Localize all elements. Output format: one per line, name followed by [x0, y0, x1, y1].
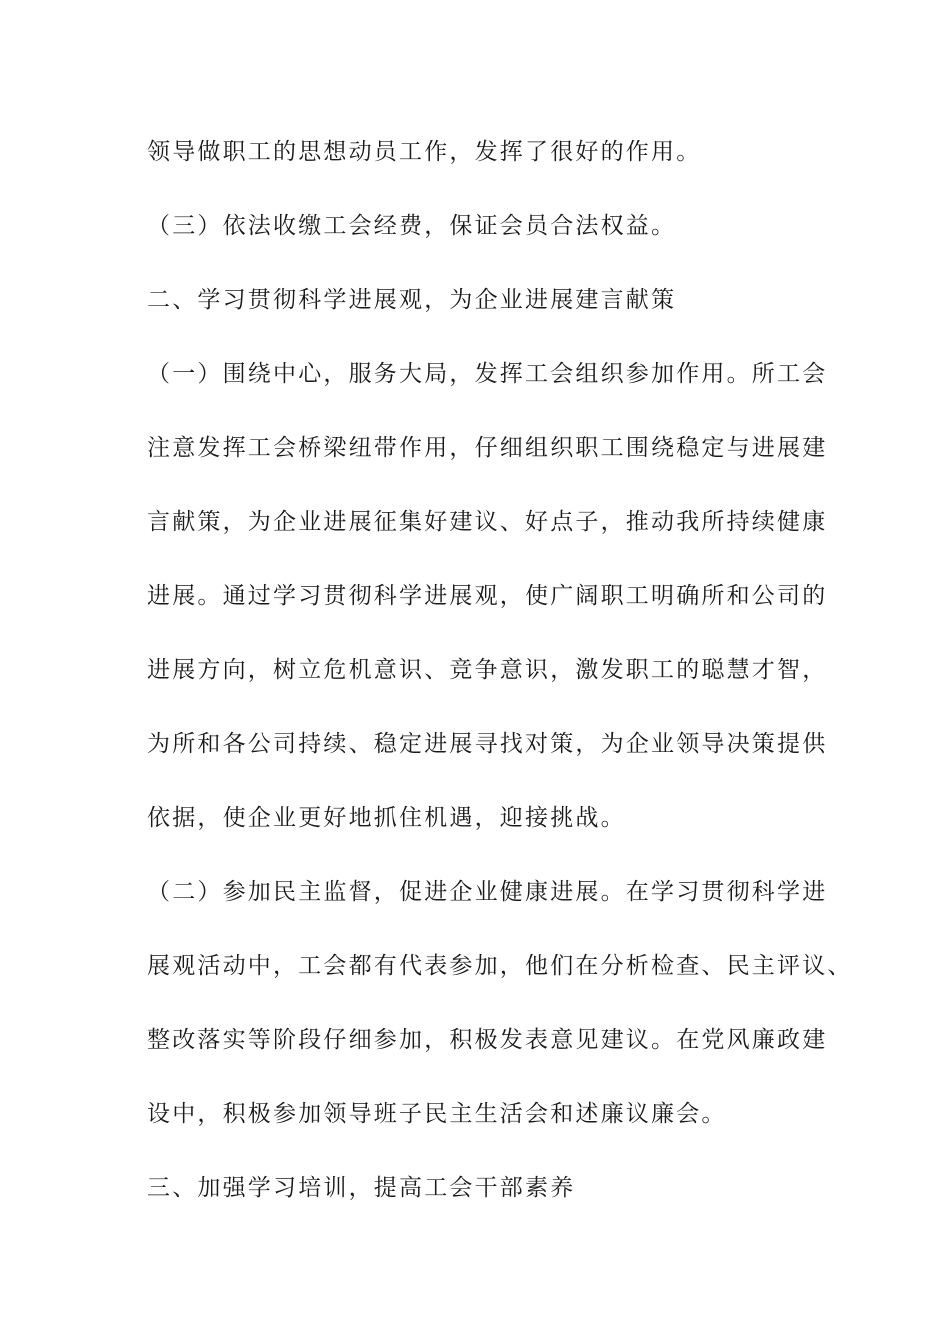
paragraph-line: （二）参加民主监督，促进企业健康进展。在学习贯彻科学进 [147, 879, 828, 905]
paragraph-line: （一）围绕中心，服务大局，发挥工会组织参加作用。所工会 [147, 361, 828, 387]
paragraph-line: 注意发挥工会桥梁纽带作用，仔细组织职工围绕稳定与进展建 [147, 435, 828, 461]
section-heading: 二、学习贯彻科学进展观，为企业进展建言献策 [147, 287, 677, 313]
paragraph-line: 为所和各公司持续、稳定进展寻找对策，为企业领导决策提供 [147, 731, 828, 757]
paragraph-line: 进展方向，树立危机意识、竞争意识，激发职工的聪慧才智， [147, 657, 828, 683]
section-heading: 三、加强学习培训，提高工会干部素养 [147, 1175, 576, 1201]
paragraph-line: 进展。通过学习贯彻科学进展观，使广阔职工明确所和公司的 [147, 583, 828, 609]
paragraph-line: 展观活动中，工会都有代表参加，他们在分析检查、民主评议、 [147, 953, 853, 979]
paragraph-line: 设中，积极参加领导班子民主生活会和述廉议廉会。 [147, 1101, 727, 1127]
paragraph-line: 言献策，为企业进展征集好建议、好点子，推动我所持续健康 [147, 509, 828, 535]
paragraph-line: 整改落实等阶段仔细参加，积极发表意见建议。在党风廉政建 [147, 1027, 828, 1053]
paragraph-line: 依据，使企业更好地抓住机遇，迎接挑战。 [147, 805, 626, 831]
paragraph-line: （三）依法收缴工会经费，保证会员合法权益。 [147, 213, 677, 239]
paragraph-line: 领导做职工的思想动员工作，发挥了很好的作用。 [147, 139, 702, 165]
